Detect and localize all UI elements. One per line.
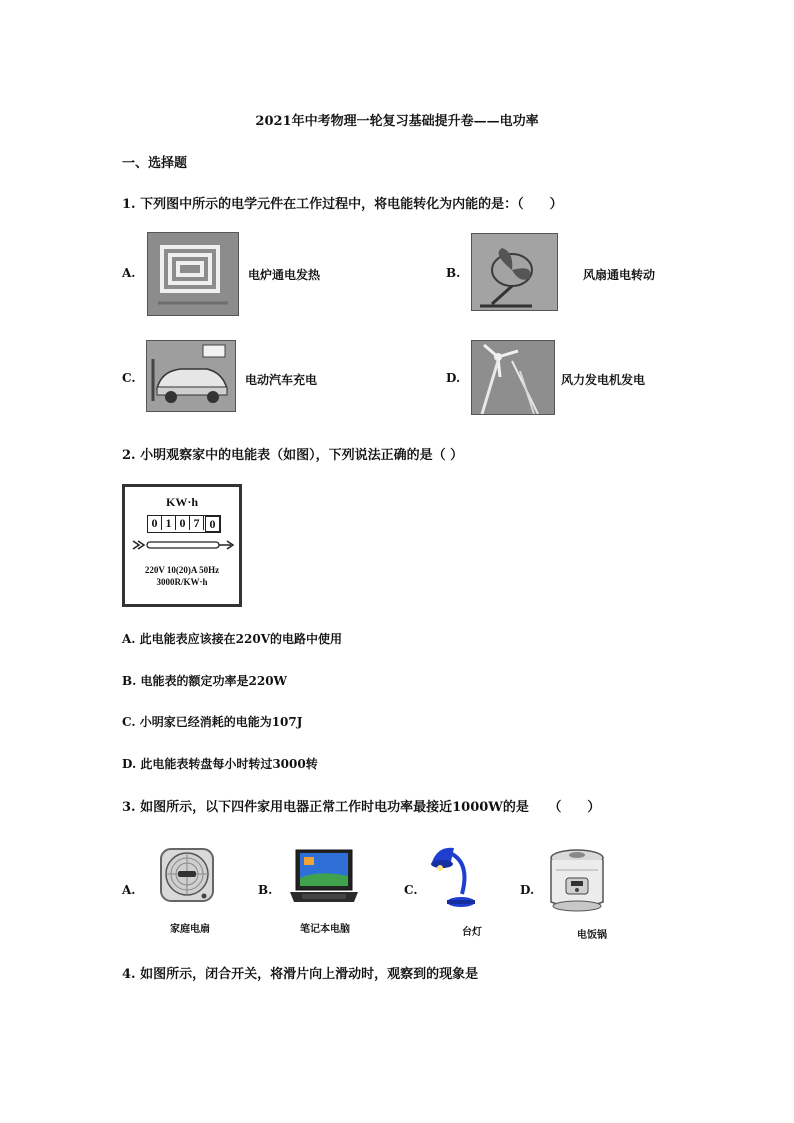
page-title: 2021年中考物理一轮复习基础提升卷——电功率 [255, 114, 539, 129]
section-heading: 一、选择题 [122, 156, 188, 171]
q3-option-d-caption: 电饭锅 [577, 930, 607, 941]
q3-option-a-letter: A. [122, 883, 136, 897]
q1-option-c-caption: 电动汽车充电 [245, 373, 318, 387]
electric-car-photo [146, 340, 236, 412]
question-1-stem: 1. 下列图中所示的电学元件在工作过程中，将电能转化为内能的是：（ ） [122, 197, 563, 212]
energy-meter [122, 484, 242, 607]
meter-digit: 7 [190, 516, 204, 530]
q2-option-a: A. 此电能表应该接在220V的电路中使用 [122, 632, 343, 646]
q2-option-c: C. 小明家已经消耗的电能为107J [122, 715, 303, 729]
meter-disc-arrow-icon [131, 537, 235, 553]
meter-digit-display [147, 515, 221, 533]
q1-option-b-letter: B. [446, 266, 461, 280]
q2-option-b: B. 电能表的额定功率是220W [122, 674, 288, 688]
desk-fan-icon [158, 846, 216, 904]
q1-option-d-caption: 风力发电机发电 [561, 373, 646, 387]
q1-option-d-letter: D. [446, 371, 461, 385]
question-4-stem: 4. 如图所示，闭合开关，将滑片向上滑动时，观察到的现象是 [122, 967, 479, 982]
desk-lamp-icon [428, 842, 478, 912]
meter-unit-label: KW·h [165, 495, 198, 509]
heating-coil-photo [147, 232, 239, 316]
q3-option-d-letter: D. [520, 883, 535, 897]
question-3-stem: 3. 如图所示，以下四件家用电器正常工作时电功率最接近1000W的是 （ ） [122, 800, 601, 815]
q3-option-a-caption: 家庭电扇 [170, 924, 210, 935]
q1-option-c-letter: C. [122, 371, 136, 385]
q3-option-b-caption: 笔记本电脑 [300, 924, 350, 935]
q2-option-d: D. 此电能表转盘每小时转过3000转 [122, 757, 318, 771]
meter-digit-last: 0 [205, 516, 220, 532]
meter-digit: 1 [162, 516, 176, 530]
meter-digit: 0 [176, 516, 190, 530]
wind-turbine-photo [471, 340, 555, 415]
laptop-icon [288, 848, 360, 908]
meter-spec-line-1: 220V 10(20)A 50Hz [144, 565, 220, 575]
q1-option-a-caption: 电炉通电发热 [248, 268, 321, 282]
q1-option-a-letter: A. [122, 266, 136, 280]
q1-option-b-caption: 风扇通电转动 [583, 268, 656, 282]
fan-photo [471, 233, 558, 311]
question-2-stem: 2. 小明观察家中的电能表（如图），下列说法正确的是（ ） [122, 448, 464, 463]
q3-option-b-letter: B. [258, 883, 273, 897]
q3-option-c-caption: 台灯 [462, 927, 482, 938]
rice-cooker-icon [546, 846, 608, 918]
meter-spec-line-2: 3000R/KW·h [156, 577, 208, 587]
q3-option-c-letter: C. [404, 883, 418, 897]
meter-digit: 0 [148, 516, 162, 530]
